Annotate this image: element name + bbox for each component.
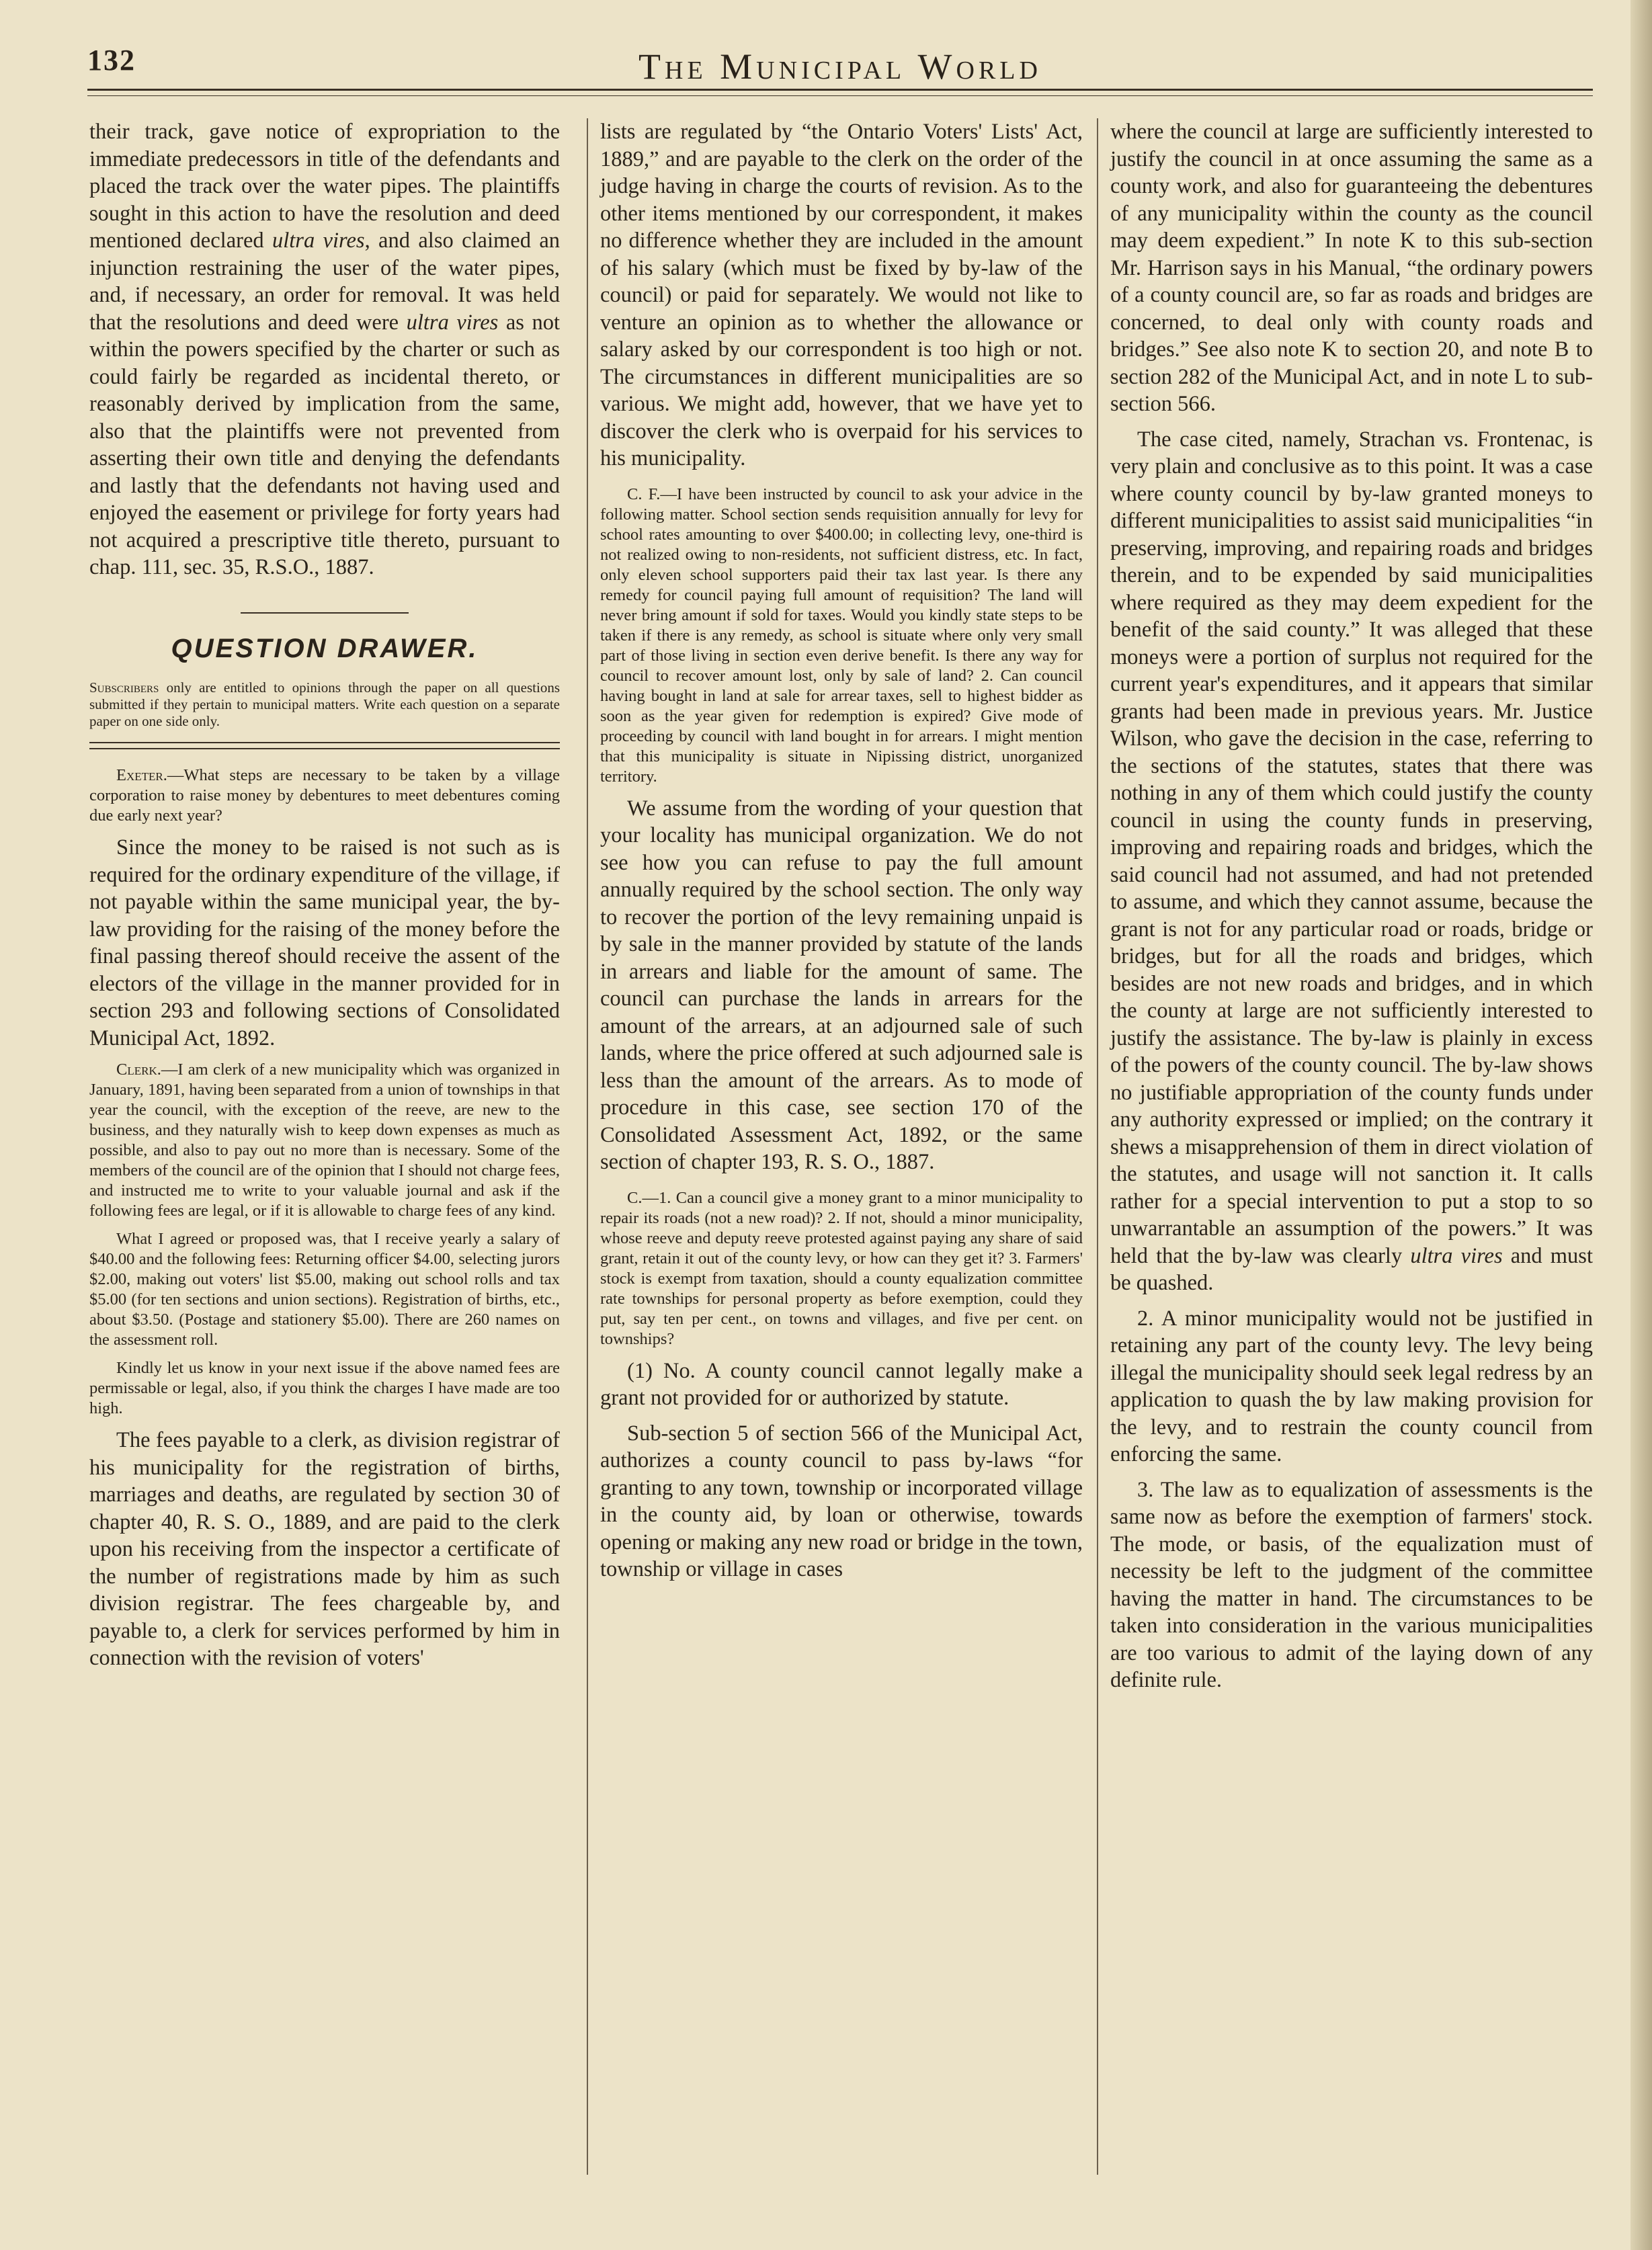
column-divider-1 — [587, 118, 588, 2175]
column-divider-2 — [1097, 118, 1098, 2175]
answer-c-part3: 3. The law as to equalization of assessments is the same now as before the exemption of farmers' stock. The mode, or basis, of the equalization must of necessity be left to the judgment of the committee having the matter in hand. The circumstances to be taken into consideration in the various municipalities are too various to admit of the laying down of any definite rule. — [1110, 1477, 1593, 1692]
note-double-rule — [89, 742, 560, 749]
page-header — [87, 40, 1593, 87]
paragraph-case-report: their track, gave notice of expropriation to the immediate predecessors in title of the defendants and placed the track over the water pipes. The plaintiffs sought in this action to have the resolution and deed mentioned declared ultra vires, and also claimed an injunction restraining the user of the water pipes, and, if necessary, an order for removal. It was held that the resolutions and deed were ultra vires as not within the powers specified by the charter or such as could fairly be regarded as incidental thereto, or reasonably derived by implication from the same, also that the plaintiffs were not prevented from asserting their own title and denying the defendants and lastly that the defendants not having used and enjoyed the easement or privilege for forty years had not acquired a prescriptive title thereto, pursuant to chap. 111, sec. 35, R.S.O., 1887. — [89, 120, 560, 579]
page-number: 132 — [87, 44, 136, 77]
question-clerk: Clerk.—I am clerk of a new municipality which was organized in January, 1891, having been separated from a union of townships in that year the council, with the exception of the reeve, are new to the business, and they naturally wish to keep down expenses as much as possible, and also to pay out no more than is necessary. Some of the members of the council are of the opinion that I should not charge fees, and instructed me to write to your valuable journal and ask if the following fees are legal, or if it is allowable to charge fees of any kind. — [89, 1060, 560, 1220]
answer-c-part1: (1) No. A county council cannot legally make a grant not provided for or authorized by statute. — [600, 1358, 1083, 1410]
answer-c-subsection: Sub-section 5 of section 566 of the Municipal Act, authorizes a county council to pass by-laws “for granting to any town, township or incorporated village in the county aid, by loan or otherwise, towards opening or making any new road or bridge in the town, township or village in cases — [600, 1421, 1083, 1581]
header-rule-bottom — [87, 95, 1593, 96]
answer-c-subsection-continued: where the council at large are sufficiently interested to justify the council in at once assuming the same as a county work, and also for guaranteeing the debentures of any municipality within the county as the council may deem expedient.” In note K to this sub-section Mr. Harrison says in his Manual, “the ordinary powers of a county council are, so far as roads and bridges are concerned, to deal only with county roads and bridges.” See also note K to section 20, and note B to section 282 of the Municipal Act, and in note L to sub-section 566. — [1110, 120, 1593, 416]
question-clerk-fees: What I agreed or proposed was, that I receive yearly a salary of $40.00 and the following fees: Returning officer $4.00, selecting jurors $2.00, making out voters' list $5.00, making out school rolls and tax $5.00 (for ten sections and union sections). Registration of births, etc., about $3.50. (Postage and stationery $5.00). There are 260 names on the assessment roll. — [89, 1230, 560, 1349]
section-title: QUESTION DRAWER. — [171, 633, 479, 663]
journal-title: The Municipal World — [638, 46, 1042, 87]
subscribers-note: Subscribers only are entitled to opinions through the paper on all questions submitted if they pertain to municipal matters. Write each question on a separate paper on one side only. — [89, 679, 560, 729]
question-exeter: Exeter.—What steps are necessary to be taken by a village corporation to raise money by debentures to meet debentures coming due early next year? — [89, 766, 560, 825]
section-rule — [241, 612, 409, 614]
answer-c-part2: 2. A minor municipality would not be justified in retaining any part of the county levy. The levy being illegal the municipality should seek legal redress by an application to quash the by law making provision for the levy, and to restrain the county council from enforcing the same. — [1110, 1306, 1593, 1466]
answer-clerk: The fees payable to a clerk, as division registrar of his municipality for the registration of births, marriages and deaths, are regulated by section 30 of chapter 40, R. S. O., 1889, and are paid to the clerk upon his receiving from the inspector a certificate of the number of registrations made by him as such division registrar. The fees chargeable by, and payable to, a clerk for services performed by him in connection with the revision of voters' — [89, 1428, 560, 1670]
page-spine-shadow — [1630, 0, 1652, 2250]
header-rule-top — [87, 89, 1593, 91]
question-clerk-request: Kindly let us know in your next issue if the above named fees are permissable or legal, also, if you think the charges I have made are too high. — [89, 1359, 560, 1417]
column-2 — [600, 118, 1083, 1583]
column-1 — [89, 118, 560, 1672]
question-cf: C. F.—I have been instructed by council to ask your advice in the following matter. School section sends requisition annually for levy for school rates amounting to over $400.00; in collecting levy, one-third is not realized owing to non-residents, not sufficient distress, etc. In fact, only eleven school supporters paid their tax last year. Is there any remedy for council paying full amount of requisition? The land will never bring amount if sold for taxes. Would you kindly state steps to be taken if there is any remedy, as school is situate where only very small part of those living in section even derive benefit. Is there any way for council to recover amount lost, only by sale of land? 2. Can council having bought in land at sale for arrear taxes, sell to highest bidder as soon as the year given for redemption is expired? Give mode of proceeding by council with land bought in for arrears. I might mention that this municipality is situate in Nipissing district, unorganized territory. — [600, 485, 1083, 786]
question-c: C.—1. Can a council give a money grant to a minor municipality to repair its roads (not a new road)? 2. If not, should a minor municipality, whose reeve and deputy reeve protested against paying any share of said grant, retain it out of the county levy, or how can they get it? 3. Farmers' stock is exempt from taxation, should a county equalization committee rate townships for personal property as before exemption, could they put, say ten per cent., on towns and villages, and five per cent. on townships? — [600, 1188, 1083, 1348]
answer-c-case: The case cited, namely, Strachan vs. Frontenac, is very plain and conclusive as to this point. It was a case where county council by by-law granted moneys to different municipalities to assist said municipalities “in preserving, improving, and repairing roads and bridges therein, and to be expended by said municipalities where required as they may deem expedient for the benefit of the said county.” It was alleged that these moneys were a portion of surplus not required for the current year's expenditures, and it appears that similar grants had been made in previous years. Mr. Justice Wilson, who gave the decision in the case, referring to the sections of the statutes, states that there was nothing in any of them which could justify the county council in using the county funds in preserving, improving and repairing roads and bridges, which the said council had not assumed, and had not pretended to assume, and which they cannot assume, because the grant is not for any particular road or roads, bridge or bridges, but for all the roads and bridges, which besides are not new roads and bridges, and in which the county at large are not sufficiently interested to justify the assistance. The by-law is plainly in excess of the powers of the county council. The by-law shows no justifiable appropriation of the county funds under any authority expressed or implied; on the contrary it shews a misapprehension of them in direct violation of the statutes, and usage will not sanction it. It calls rather for a special intervention to put a stop to so unwarrantable an assumption of the powers.” It was held that the by-law was clearly ultra vires and must be quashed. — [1110, 427, 1593, 1295]
column-3 — [1110, 118, 1593, 1694]
answer-exeter: Since the money to be raised is not such as is required for the ordinary expenditure of the village, if not payable within the same municipal year, the by-law providing for the raising of the money before the final passing thereof should receive the assent of the electors of the village in the manner provided for in section 293 and following sections of Consolidated Municipal Act, 1892. — [89, 835, 560, 1050]
answer-clerk-continued: lists are regulated by “the Ontario Voters' Lists' Act, 1889,” and are payable to the clerk on the order of the judge having in charge the courts of revision. As to the other items mentioned by our correspondent, it makes no difference whether they are included in the amount of his salary (which must be fixed by by-law of the council) or paid for separately. We would not like to venture an opinion as to whether the allowance or salary asked by our correspondent is too high or not. The circumstances in different municipalities are so various. We might add, however, that we have yet to discover the clerk who is overpaid for his services to his municipality. — [600, 120, 1083, 470]
answer-cf: We assume from the wording of your question that your locality has municipal organization. We do not see how you can refuse to pay the full amount annually required by the school section. The only way to recover the portion of the levy remaining unpaid is by sale in the manner provided by statute of the lands in arrears and liable for the amount of same. The council can purchase the lands in arrears for the amount of the arrears, at an adjourned sale of such lands, where the price offered at such adjourned sale is less than the amount of the arrears. As to mode of procedure in this case, see section 170 of the Consolidated Assessment Act, 1892, or the same section of chapter 193, R. S. O., 1887. — [600, 796, 1083, 1174]
